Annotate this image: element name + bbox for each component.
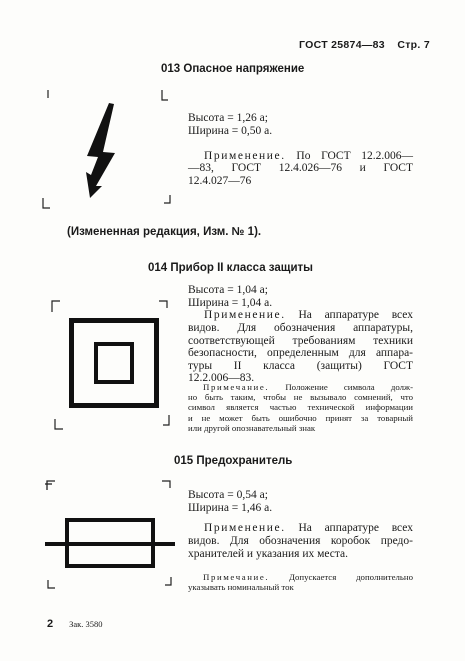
application-text: хранителей и указания их места. xyxy=(188,547,349,560)
section-013-title: 013 Опасное напряжение xyxy=(161,63,305,75)
page-footer xyxy=(47,614,103,632)
height-value: Высота = 1,04 a; xyxy=(188,284,268,296)
page-label: Стр. 7 xyxy=(397,39,430,51)
width-value: Ширина = 1,04 a. xyxy=(188,296,273,309)
application-text: видов. Для обозначения коробок предо- xyxy=(188,535,413,547)
note-text: указывать номинальный ток xyxy=(188,582,294,592)
symbol-014-application xyxy=(204,309,413,322)
application-text: соответствующей требованиям техники xyxy=(188,334,413,347)
application-label: Применение. xyxy=(204,150,286,162)
note-text: и не может быть ошибочно принят за товарный xyxy=(188,412,413,423)
double-square-icon xyxy=(69,318,159,408)
symbol-013-dimensions xyxy=(188,112,272,137)
symbol-015-dimensions xyxy=(188,489,272,514)
application-label: Применение. xyxy=(204,522,286,534)
height-value: Высота = 1,26 a; xyxy=(188,112,268,124)
application-text: По ГОСТ 12.2.006— xyxy=(296,150,414,162)
note-label: Примечание. xyxy=(203,382,270,392)
symbol-014-note xyxy=(203,382,413,392)
application-text: На аппаратуре всех xyxy=(298,522,414,534)
application-text: На аппаратуре всех xyxy=(298,309,414,321)
fuse-icon xyxy=(40,515,180,575)
application-text: 12.2.006—83. xyxy=(188,372,255,385)
application-text: видов. Для обозначения аппаратуры, xyxy=(188,322,413,334)
symbol-013-application-cont xyxy=(188,162,413,187)
section-015-title: 015 Предохранитель xyxy=(174,455,293,467)
application-text: 12.4.027—76 xyxy=(188,174,252,187)
symbol-013-application xyxy=(204,150,413,163)
section-014-title: 014 Прибор II класса защиты xyxy=(148,262,313,274)
symbol-014-note-cont xyxy=(188,392,413,434)
page-header xyxy=(299,39,430,51)
application-text: —83, ГОСТ 12.4.026—76 и ГОСТ xyxy=(188,162,413,174)
application-label: Применение. xyxy=(204,309,286,321)
order-number: Зак. 3580 xyxy=(69,619,103,629)
note-text: или другой опознавательный знак xyxy=(188,423,316,434)
note-text: но быть таким, чтобы не вызывало сомнений, что xyxy=(188,392,413,402)
width-value: Ширина = 1,46 a. xyxy=(188,501,273,514)
width-value: Ширина = 0,50 a. xyxy=(188,124,273,137)
symbol-015-application xyxy=(204,522,413,535)
standard-number: ГОСТ 25874—83 xyxy=(299,39,385,51)
symbol-015-note xyxy=(203,572,413,582)
note-text: Допускается дополнительно xyxy=(289,572,414,582)
height-value: Высота = 0,54 a; xyxy=(188,489,268,501)
symbol-014-application-cont xyxy=(188,322,413,385)
lightning-bolt-icon xyxy=(78,100,123,200)
note-text: Положение символа долж- xyxy=(285,382,414,392)
symbol-015-note-cont xyxy=(188,582,413,592)
symbol-015-application-cont xyxy=(188,535,413,560)
note-text: символ является частью технической информации xyxy=(188,402,413,413)
application-text: туры II класса (защиты) ГОСТ xyxy=(188,359,413,372)
application-text: безопасности, определенным для аппара- xyxy=(188,347,413,360)
page-number: 2 xyxy=(47,618,54,630)
symbol-014-dimensions xyxy=(188,284,272,309)
note-label: Примечание. xyxy=(203,572,270,582)
amendment-note: (Измененная редакция, Изм. № 1). xyxy=(67,226,262,238)
